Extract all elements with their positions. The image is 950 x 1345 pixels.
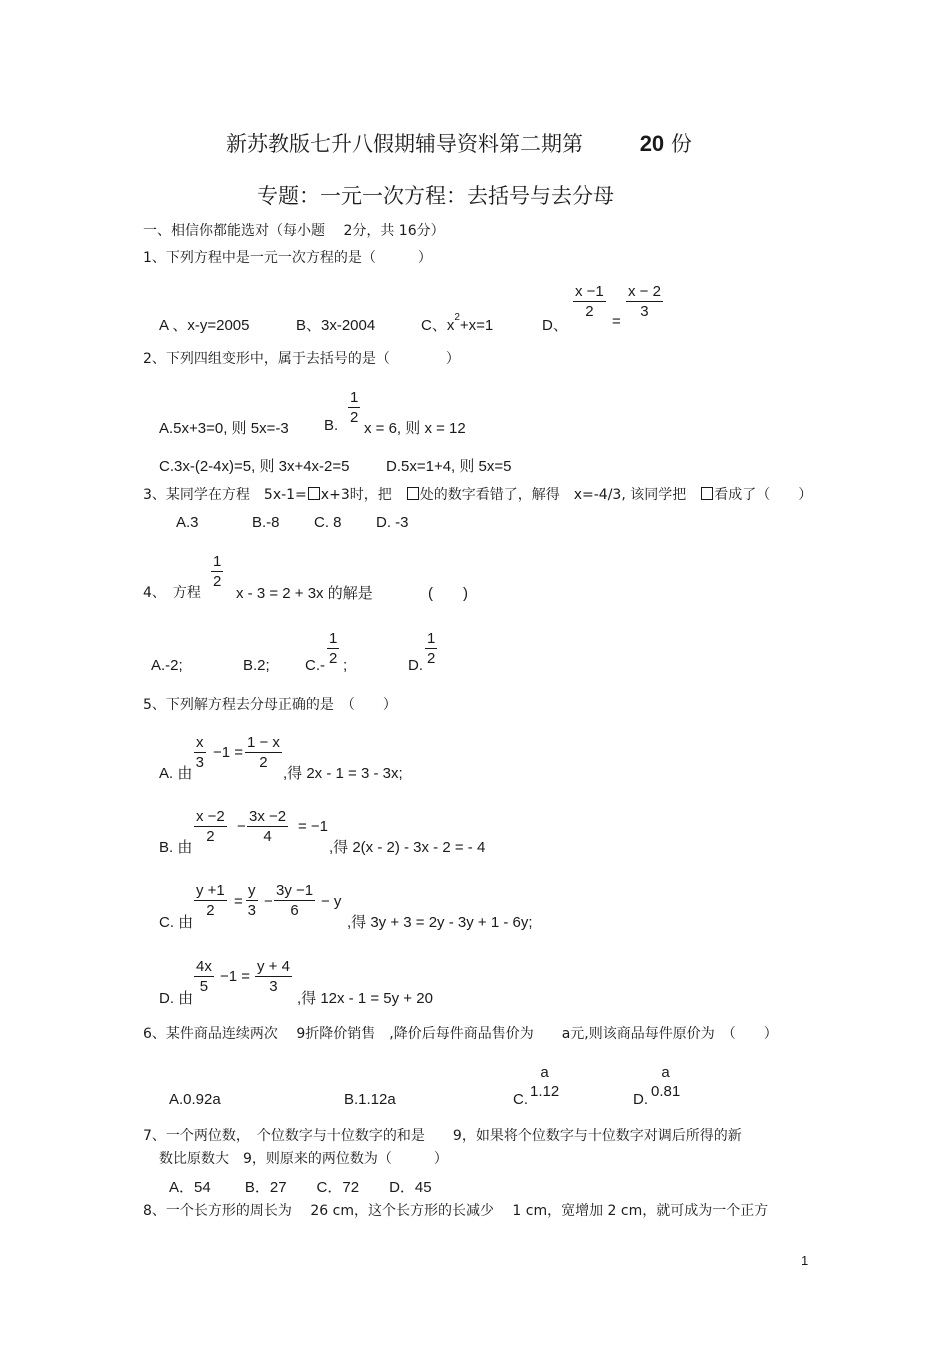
q5-a-fraction-1 [194, 733, 206, 772]
q1-d-num2: x − 2 [628, 283, 661, 300]
q1-option-c-sup: 2 [454, 312, 460, 323]
q3-option-d: D. -3 [376, 514, 409, 531]
q5-a-fraction-2 [245, 733, 282, 772]
q5-stem: 5、下列解方程去分母正确的是 （ ） [143, 697, 397, 713]
q6-option-b: B.1.12a [344, 1091, 396, 1108]
q5-option-d-label: D. 由 [159, 990, 194, 1007]
q5-b-equals: = −1 [298, 818, 329, 835]
q4-den: 2 [213, 573, 222, 590]
q3-stem-part2: x+3 [320, 487, 350, 503]
q7-options: A．54 B．27 C．72 D．45 [169, 1179, 432, 1196]
q5-d-middle: −1 = [220, 968, 251, 985]
q5-d-f1-den: 5 [199, 978, 209, 995]
q5-c-tail: − y [321, 893, 342, 910]
title-unit: 份 [670, 132, 692, 156]
q2-option-a: A.5x+3=0, 则 5x=-3 [159, 420, 289, 437]
q5-d-f1-num: 4x [196, 958, 212, 975]
q4-c-num: 1 [329, 630, 338, 647]
q1-option-d: D、 [542, 317, 568, 334]
q5-b-minus: − [237, 818, 246, 835]
q2-option-d: D.5x=1+4, 则 5x=5 [386, 458, 512, 475]
q5-b-f1-den: 2 [206, 828, 215, 845]
q5-b-fraction-2 [247, 807, 288, 846]
q2-b-fraction [348, 388, 360, 427]
q5-c-minus: − [264, 893, 273, 910]
q6-c-num: a [540, 1064, 549, 1081]
q5-c-f2-den: 3 [247, 902, 256, 919]
q5-c-result: ,得 3y + 3 = 2y - 3y + 1 - 6y; [347, 914, 533, 931]
q5-c-f2-num: y [248, 882, 256, 899]
q6-c-den: 1.12 [530, 1083, 560, 1100]
q6-option-c: C. [513, 1091, 528, 1108]
q6-c-fraction [530, 1063, 559, 1101]
q2-b-den: 2 [350, 409, 359, 426]
q5-a-result: ,得 2x - 1 = 3 - 3x; [283, 765, 403, 782]
q4-num: 1 [213, 553, 222, 570]
q1-d-equals: = [612, 313, 621, 330]
q4-option-c-semicolon: ; [343, 657, 348, 674]
q5-c-fraction-2 [246, 881, 258, 920]
q4-d-den: 2 [427, 650, 436, 667]
q5-b-f2-num: 3x −2 [249, 808, 287, 825]
q4-answer-paren: ( ) [428, 585, 468, 602]
q4-stem-prefix: 4、 方程 [143, 585, 201, 601]
q5-d-f2-num: y + 4 [257, 958, 290, 975]
q5-a-f1-den: 3 [195, 754, 204, 771]
q3-stem-part4: 处的数字看错了，解得 x=-4/3, 该同学把 [419, 487, 687, 503]
q3-blank-box-1 [308, 487, 320, 500]
q1-option-b: B、3x-2004 [296, 317, 376, 334]
q5-c-equals: = [234, 893, 243, 910]
q5-c-f1-num: y +1 [196, 882, 225, 899]
q4-stem-equation: x - 3 = 2 + 3x 的解是 [236, 585, 373, 602]
q5-a-f1-num: x [196, 734, 204, 751]
q3-stem [143, 484, 812, 504]
q1-stem: 1、下列方程中是一元一次方程的是（ ） [143, 250, 432, 266]
q2-option-c: C.3x-(2-4x)=5, 则 3x+4x-2=5 [159, 458, 350, 475]
q5-d-fraction-2 [255, 957, 292, 996]
section-heading: 一、相信你都能选对（每小题 2分，共 16分） [143, 223, 445, 239]
q5-option-a-label: A. 由 [159, 765, 193, 782]
q1-option-c-post: +x=1 [459, 317, 494, 334]
q3-option-b: B.-8 [252, 514, 280, 531]
q8-stem: 8、一个长方形的周长为 26 cm，这个长方形的长减少 1 cm，宽增加 2 cm，就可成为一个正方 [143, 1203, 769, 1219]
q2-stem: 2、下列四组变形中，属于去括号的是（ ） [143, 351, 460, 367]
q4-c-den: 2 [329, 650, 338, 667]
title-text: 新苏教版七升八假期辅导资料第二期第 [226, 132, 583, 156]
q3-stem-part1: 3、某同学在方程 5x-1= [143, 487, 307, 503]
q3-option-c: C. 8 [314, 514, 342, 531]
q2-option-b-equation: x = 6, 则 x = 12 [364, 420, 466, 437]
q6-option-d: D. [633, 1091, 648, 1108]
q5-a-middle: −1 = [213, 744, 244, 761]
q5-b-fraction-1 [194, 807, 227, 846]
document-title [226, 128, 692, 158]
q4-option-a: A.-2; [151, 657, 183, 674]
q5-d-result: ,得 12x - 1 = 5y + 20 [297, 990, 433, 1007]
q1-d-den2: 3 [640, 303, 649, 320]
q1-d-num1: x −1 [575, 283, 604, 300]
q2-b-num: 1 [350, 389, 359, 406]
q1-option-a: A 、x-y=2005 [159, 317, 250, 334]
q4-fraction [211, 552, 223, 591]
q1-d-fraction-left [573, 282, 606, 321]
q4-d-num: 1 [427, 630, 436, 647]
page-number: 1 [801, 1253, 809, 1268]
q2-option-b: B. [324, 417, 339, 434]
q5-b-f2-den: 4 [263, 828, 272, 845]
q5-d-f2-den: 3 [269, 978, 278, 995]
q6-d-fraction [651, 1063, 680, 1101]
q6-stem: 6、某件商品连续两次 9折降价销售 ,降价后每件商品售价为 a元,则该商品每件原价为 （ ） [143, 1026, 778, 1042]
q7-stem-line1: 7、一个两位数， 个位数字与十位数字的和是 9，如果将个位数字与十位数字对调后所得的新 [143, 1128, 742, 1144]
q4-d-fraction [425, 629, 437, 668]
document-subtitle: 专题：一元一次方程：去括号与去分母 [257, 184, 614, 208]
q7-stem-line2: 数比原数大 9，则原来的两位数为（ ） [159, 1151, 448, 1167]
title-number: 20 [639, 131, 665, 156]
q5-c-fraction-3 [274, 881, 315, 920]
q1-d-den1: 2 [585, 303, 594, 320]
q4-option-c: C.- [305, 657, 325, 674]
q4-option-b: B.2; [243, 657, 270, 674]
q3-blank-box-3 [701, 487, 713, 500]
q3-stem-part3: 时，把 [349, 487, 392, 503]
q5-option-c-label: C. 由 [159, 914, 194, 931]
q1-option-c [421, 314, 493, 335]
q6-option-a: A.0.92a [169, 1091, 221, 1108]
q6-d-num: a [661, 1064, 670, 1081]
q5-c-f3-den: 6 [290, 902, 299, 919]
q5-c-fraction-1 [194, 881, 227, 920]
q5-a-f2-num: 1 − x [247, 734, 280, 751]
q5-option-b-label: B. 由 [159, 839, 193, 856]
q5-a-f2-den: 2 [259, 754, 268, 771]
q5-b-result: ,得 2(x - 2) - 3x - 2 = - 4 [329, 839, 486, 856]
q6-d-den: 0.81 [651, 1083, 681, 1100]
q5-c-f1-den: 2 [206, 902, 215, 919]
q4-option-d: D. [408, 657, 423, 674]
q5-b-f1-num: x −2 [196, 808, 225, 825]
q1-option-c-pre: C、x [421, 317, 455, 334]
q5-c-f3-num: 3y −1 [276, 882, 314, 899]
q1-d-fraction-right [626, 282, 663, 321]
q3-option-a: A.3 [176, 514, 199, 531]
q5-d-fraction-1 [194, 957, 214, 996]
q3-stem-part5: 看成了（ ） [714, 487, 813, 503]
q3-blank-box-2 [407, 487, 419, 500]
q4-c-fraction [327, 629, 339, 668]
